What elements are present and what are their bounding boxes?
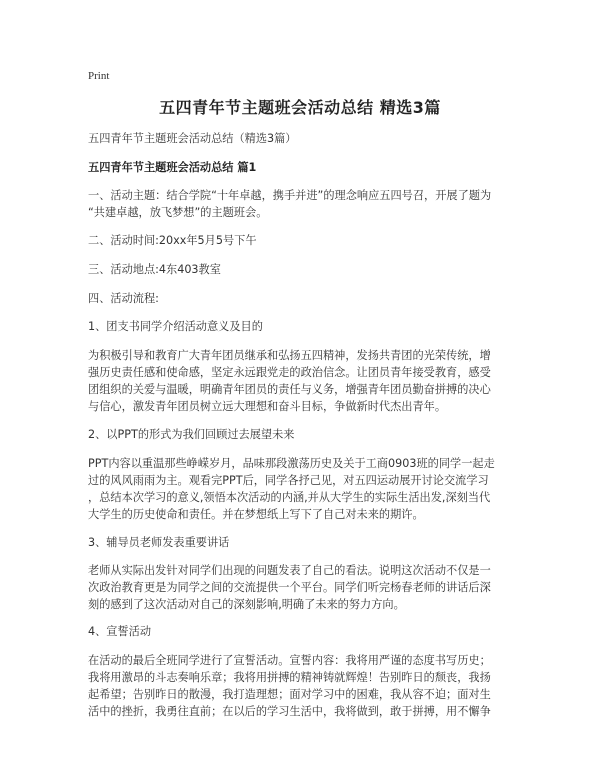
text-line: 老师从实际出发针对同学们出现的问题发表了自己的看法。说明这次活动不仅是一: [88, 564, 491, 577]
activity-time: 二、活动时间:20xx年5月5号下午: [88, 234, 257, 247]
text-line: PPT内容以重温那些峥嵘岁月，品味那段激荡历史及关于工商0903班的同学一起走: [88, 457, 495, 470]
text-line: 一、活动主题：结合学院“十年卓越，携手并进”的理念响应五四号召，开展了题为: [88, 189, 492, 202]
step1-paragraph: [88, 347, 518, 415]
text-line: 团组织的关爱与温暖，明确青年团员的责任与义务，增强青年团员勤奋拼搏的决心: [88, 383, 491, 396]
text-line: ，总结本次学习的意义,领悟本次活动的内涵,并从大学生的实际生活出发,深刻当代: [88, 491, 491, 504]
text-line: 与信心，激发青年团员树立远大理想和奋斗目标，争做新时代杰出青年。: [88, 400, 447, 413]
text-line: 在活动的最后全班同学进行了宣誓活动。宣誓内容：我将用严谨的态度书写历史；: [88, 654, 491, 667]
text-line: 过的风风雨雨为主。观看完PPT后，同学各抒己见，对五四运动展开讨论交流学习: [88, 474, 489, 487]
text-line: 活中的挫折，我勇往直前；在以后的学习生活中，我将做到，敢于拼搏，用不懈争: [88, 705, 491, 718]
page-title: 五四青年节主题班会活动总结 精选3篇: [159, 98, 441, 117]
section-heading: 五四青年节主题班会活动总结 篇1: [88, 161, 257, 174]
text-line: 为积极引导和教育广大青年团员继承和弘扬五四精神，发扬共青团的光荣传统，增: [88, 349, 491, 362]
step2-heading: 2、以PPT的形式为我们回顾过去展望未来: [88, 428, 295, 441]
text-line: 我将用激昂的斗志奏响乐章；我将用拼搏的精神铸就辉煌！告别昨日的颓丧，我扬: [88, 671, 491, 684]
text-line: 强历史责任感和使命感，坚定永远跟党走的政治信念。让团员青年接受教育，感受: [88, 366, 491, 379]
step3-heading: 3、辅导员老师发表重要讲话: [88, 536, 230, 549]
text-line: “共建卓越，放飞梦想”的主题班会。: [88, 206, 268, 219]
print-label[interactable]: Print: [88, 70, 110, 82]
step4-paragraph: [88, 652, 518, 720]
text-line: 刻的感到了这次活动对自己的深刻影响,明确了未来的努力方向。: [88, 598, 405, 611]
text-line: 起希望；告别昨日的散漫，我打造理想；面对学习中的困难，我从容不迫；面对生: [88, 688, 491, 701]
text-line: 大学生的历史使命和责任。并在梦想纸上写下了自己对未来的期许。: [88, 508, 424, 521]
step3-paragraph: [88, 562, 518, 613]
document-subtitle: 五四青年节主题班会活动总结（精选3篇）: [88, 132, 297, 145]
step2-paragraph: [88, 455, 518, 523]
step4-heading: 4、宣誓活动: [88, 625, 152, 638]
activity-theme-paragraph: [88, 187, 518, 221]
step1-heading: 1、团支书同学介绍活动意义及目的: [88, 320, 263, 333]
activity-process-heading: 四、活动流程:: [88, 292, 159, 305]
text-line: 次政治教育更是为同学之间的交流提供一个平台。同学们听完杨春老师的讲话后深: [88, 581, 491, 594]
activity-place: 三、活动地点:4东403教室: [88, 263, 221, 276]
